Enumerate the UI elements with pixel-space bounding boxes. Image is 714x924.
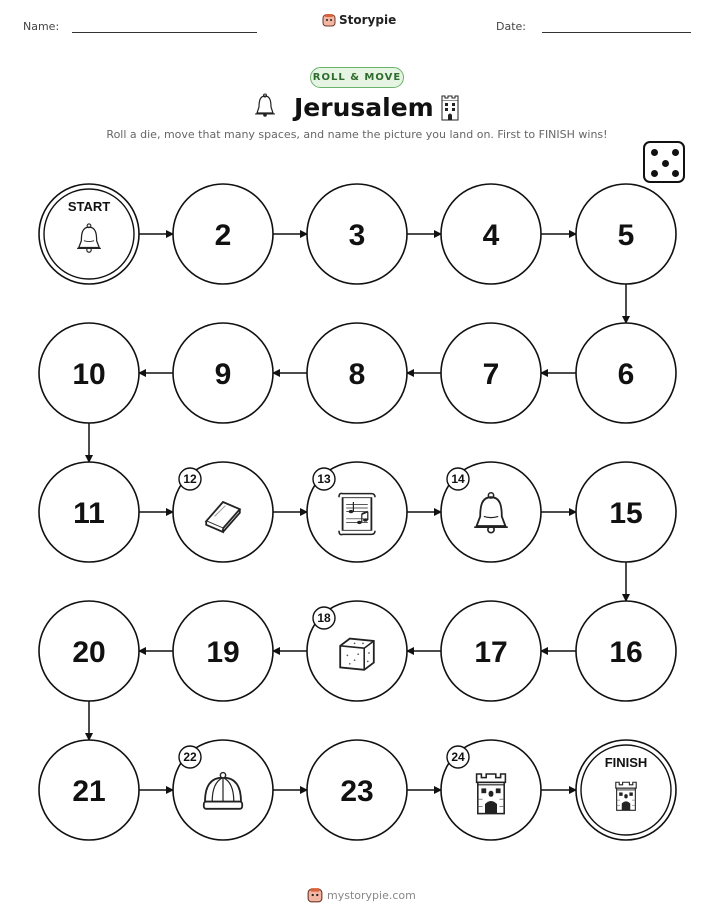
space-number: 11: [73, 497, 105, 530]
storypie-logo-icon: [307, 887, 323, 903]
activity-badge: ROLL & MOVE: [310, 67, 404, 88]
board-space[interactable]: [39, 462, 139, 562]
space-number: 10: [72, 358, 106, 391]
board-space[interactable]: [173, 601, 273, 701]
board-space[interactable]: [441, 184, 541, 284]
footer: [307, 887, 416, 903]
page-title: Jerusalem: [294, 93, 434, 122]
space-number: 8: [348, 358, 366, 391]
space-label: FINISH: [604, 755, 648, 770]
space-number: 15: [609, 497, 643, 530]
space-number: 20: [72, 636, 106, 669]
board-space[interactable]: [39, 323, 139, 423]
space-number: 2: [214, 219, 232, 252]
tower-icon: [616, 782, 636, 810]
instructions: Roll a die, move that many spaces, and name the picture you land on. First to FINISH wins!: [106, 128, 608, 141]
board-space[interactable]: [39, 601, 139, 701]
space-number: 19: [206, 636, 240, 669]
music-scroll-icon: [339, 493, 375, 534]
space-number: 3: [348, 219, 366, 252]
board-space[interactable]: [173, 462, 273, 562]
space-number: 21: [72, 775, 106, 808]
board-space[interactable]: [307, 184, 407, 284]
board-space[interactable]: [576, 184, 676, 284]
space-number: 24: [451, 750, 465, 764]
space-number: 4: [482, 219, 500, 252]
space-number: 9: [214, 358, 232, 391]
space-number: 12: [183, 472, 197, 486]
stone-block-icon: [340, 639, 374, 670]
board-space[interactable]: [576, 601, 676, 701]
board-space[interactable]: [576, 323, 676, 423]
space-number: 23: [340, 775, 374, 808]
space-number: 6: [617, 358, 635, 391]
space-number: 18: [317, 611, 331, 625]
board-space[interactable]: [307, 740, 407, 840]
board-space[interactable]: [307, 323, 407, 423]
board-space[interactable]: [173, 184, 273, 284]
space-number: 17: [474, 636, 508, 669]
board-space[interactable]: [441, 462, 541, 562]
space-label: START: [67, 199, 111, 214]
board-space[interactable]: [307, 462, 407, 562]
brand-name: Storypie: [339, 13, 397, 27]
finish-space[interactable]: [576, 740, 676, 840]
space-number: 5: [617, 219, 635, 252]
board-space[interactable]: [441, 740, 541, 840]
footer-url: mystorypie.com: [327, 888, 416, 902]
date-label: Date:: [496, 20, 526, 33]
board-space[interactable]: [441, 323, 541, 423]
board-space[interactable]: [441, 601, 541, 701]
space-number: 14: [451, 472, 465, 486]
space-number: 7: [482, 358, 500, 391]
board-space[interactable]: [576, 462, 676, 562]
tower-icon: [477, 774, 506, 814]
board-space[interactable]: [173, 740, 273, 840]
board-space[interactable]: [39, 740, 139, 840]
space-number: 22: [183, 750, 197, 764]
start-space[interactable]: [39, 184, 139, 284]
name-label: Name:: [23, 20, 60, 33]
space-number: 16: [609, 636, 643, 669]
board-space[interactable]: [307, 601, 407, 701]
space-number: 13: [317, 472, 331, 486]
board-space[interactable]: [173, 323, 273, 423]
